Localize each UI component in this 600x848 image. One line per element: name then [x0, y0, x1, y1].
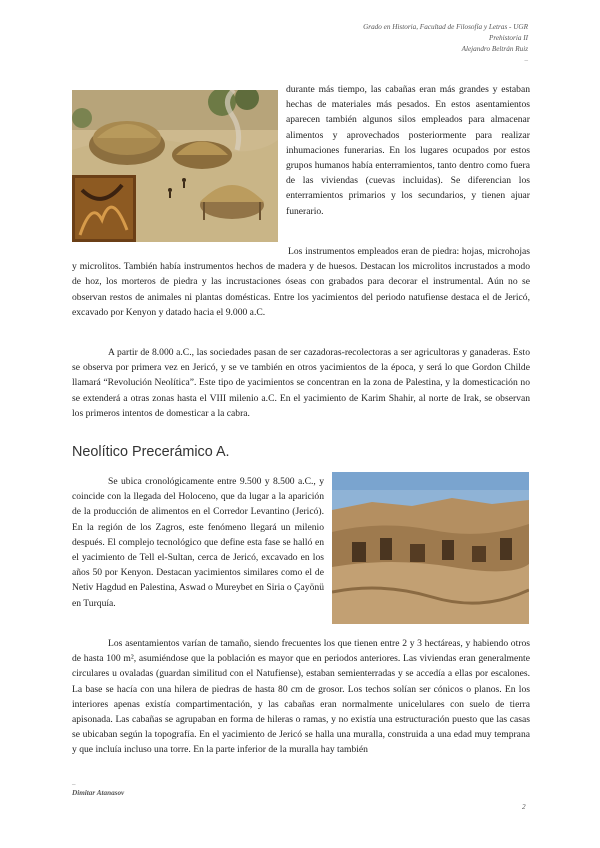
jericho-site-photo — [332, 472, 529, 624]
paragraph-natufian-settlements — [286, 82, 530, 219]
header-subject: Prehistoria II — [488, 34, 528, 42]
page-number: 2 — [522, 803, 526, 811]
header-mark: – — [524, 56, 528, 64]
paragraph-4: Se ubica cronológicamente entre 9.500 y 8.500 a.C., y coincide con la llegada del Holoceno, que da lugar a la aparición de la producción de alimentos en el Corredor Levantino (Jericó). En la región de los Zagros, este fenómeno llegará un milenio después. El complejo tecnológico que define esta fase se halló en el yacimiento de Tell el-Sultan, cerca de Jericó, excavado en los años 50 por Kenyon. Destacan yacimientos similares como el de Netiv Hagdud en Palestina, Aswad o Mureybet en Siria o Çayönü en Turquía. — [72, 476, 324, 609]
paragraph-1: durante más tiempo, las cabañas eran más grandes y estaban hechas de materiales más pesados. En estos asentamientos aparecen también algunos silos empleados para almacenar alimentos y aprovechados posteriormente para realizar inhumaciones funerarias. En los lugares ocupados por estos grupos humanos había enterramientos, tanto dentro como fuera de las viviendas (cuevas incluidas). Se diferencian los enterramientos primarios y los secundarios, y tienen ajuar funerario. — [286, 84, 530, 217]
paragraph-ppna-block — [72, 474, 324, 611]
page-header — [363, 22, 528, 66]
natufian-huts-illustration — [72, 90, 278, 242]
paragraph-instruments-block — [72, 244, 530, 320]
paragraph-5: Los asentamientos varían de tamaño, siendo frecuentes los que tienen entre 2 y 3 hectáreas, y habiendo otros de hasta 100 m², asumiéndose que la población es mayor que en periodos anteriores. Las viviendas eran generalmente circulares u ovaladas (guardan similitud con el Natufiense), estaban semienterradas y se accedía a ellas por escalones. La base se hacía con una hilera de piedras de hasta 80 cm de grosor. Los techos solían ser cónicos o planos. En los interiores apenas existía compartimentación, y las cabañas eran normalmente unicelulares con suelo de tierra apisonada. Las cabañas se agrupaban en forma de hileras o ramas, y no existía una estructuración puesto que las casas se ubicaban según la topografía. En el yacimiento de Jericó se halla una muralla, construida a una edad muy temprana y que incluía incluso una torre. En la parte inferior de la muralla hay también — [72, 638, 530, 756]
paragraph-settlements-block — [72, 636, 530, 758]
paragraph-3: A partir de 8.000 a.C., las sociedades pasan de ser cazadoras-recolectoras a ser agricultoras y ganaderas. Esto se observa por primera vez en Jericó, y se ve también en otros yacimientos de la época, y será lo que Gordon Childe llamará “Revolución Neolítica”. Este tipo de yacimientos se concentran en la zona de Palestina, y la domesticación no se extenderá a otras zonas hasta el VIII milenio a.C. En el yacimiento de Karim Shahir, al norte de Irak, se observan los primeros intentos de domesticar a la cabra. — [72, 347, 530, 419]
footer-author: Dimitar Atanasov — [72, 789, 125, 797]
paragraph-neolithic-revolution-block — [72, 345, 530, 421]
section-heading: Neolítico Precerámico A. — [72, 444, 230, 460]
header-course: Grado en Historia, Facultad de Filosofía y Letras - UGR — [363, 23, 528, 31]
paragraph-2: Los instrumentos empleados eran de piedra: hojas, microhojas y microlitos. También había instrumentos hechos de madera y de huesos. Destacan los microlitos incrustados a modo de hoz, los morteros de piedra y las incrustaciones óseas con grabados para decorar el instrumental. Aún no se observan restos de animales ni plantas domésticas. Entre los yacimientos del periodo natufiense destaca el de Jericó, excavado por Kenyon y datado hacia el 9.000 a.C. — [72, 246, 530, 318]
header-author: Alejandro Beltrán Ruiz — [461, 45, 528, 53]
footer-mark: – — [72, 780, 76, 788]
